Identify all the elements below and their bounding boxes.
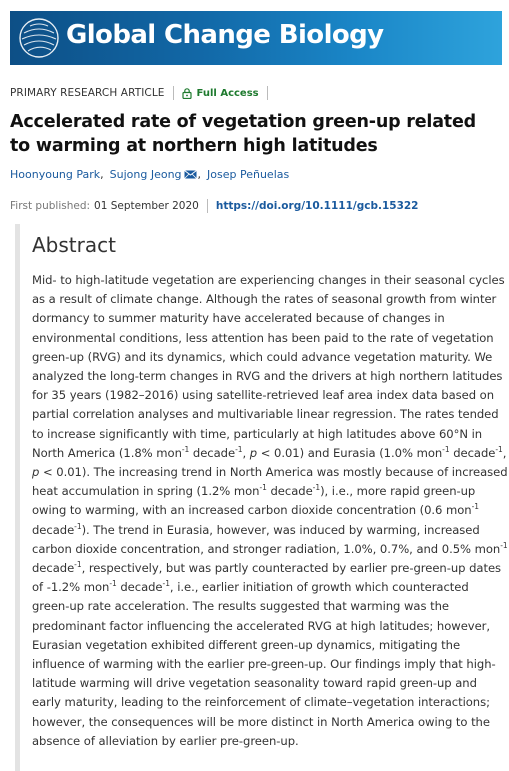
- divider: [173, 86, 174, 100]
- abstract-text-segment: decade: [266, 484, 313, 499]
- abstract-text-segment: , i.e., earlier initiation of growth which counteracted green-up rate acceleration. The results suggested that warming was the predominant factor influencing the accelerated RVG at high latitudes; however, Eurasian vegetation exhibited different green-up dynamics, mitigating the influence of warming with the earlier pre-green-up. Our findings imply that high-latitude warming will drive vegetation seasonality toward rapid green-up and early maturity, leading to the reinforcement of climate–vegetation interactions; however, the consequences will be more distinct in North America owing to the absence of alleviation by earlier pre-green-up.: [32, 580, 496, 748]
- journal-title: Global Change Biology: [66, 20, 384, 50]
- divider: [267, 86, 268, 100]
- article-type: PRIMARY RESEARCH ARTICLE: [10, 87, 165, 99]
- mail-icon[interactable]: [184, 170, 197, 179]
- globe-logo-icon: [18, 17, 60, 59]
- superscript: -1: [312, 483, 321, 493]
- access-badge: [182, 88, 259, 99]
- article-meta-row: [10, 85, 276, 101]
- abstract-text-segment: < 0.01) and Eurasia (1.0% mon: [257, 445, 443, 460]
- superscript: -1: [74, 521, 82, 531]
- first-published-label: First published:: [10, 200, 91, 212]
- author-link[interactable]: Sujong Jeong: [109, 168, 182, 181]
- abstract-text-segment: decade: [189, 445, 236, 460]
- superscript: -1: [500, 540, 508, 550]
- superscript: -1: [74, 560, 82, 570]
- publication-info: [10, 199, 419, 213]
- italic-p: p: [249, 445, 258, 460]
- article-title: Accelerated rate of vegetation green-up related to warming at northern high latitudes: [10, 112, 476, 156]
- abstract-section: [15, 224, 509, 771]
- author-link[interactable]: Hoonyoung Park: [10, 168, 101, 181]
- abstract-text-segment: ,: [502, 445, 507, 460]
- superscript: -1: [109, 579, 117, 589]
- divider: [207, 199, 208, 213]
- abstract-heading: Abstract: [32, 233, 116, 257]
- abstract-text-segment: decade: [32, 522, 75, 537]
- first-published-date: 01 September 2020: [94, 200, 199, 212]
- abstract-text-segment: , respectively, but was partly counteracted by earlier pre-green-up dates of -1.2% mon: [32, 561, 502, 595]
- author-separator: ,: [197, 168, 202, 181]
- superscript: -1: [235, 444, 243, 454]
- superscript: -1: [495, 444, 503, 454]
- abstract-text-segment: ,: [242, 445, 250, 460]
- italic-p: p: [32, 465, 40, 480]
- author-link[interactable]: Josep Peñuelas: [207, 168, 290, 181]
- abstract-text-segment: < 0.01). The increasing trend in North America was mostly because of increased heat accumulation in spring (1.2% mon: [32, 465, 508, 499]
- superscript: -1: [162, 579, 170, 589]
- abstract-text-segment: decade: [449, 445, 496, 460]
- doi-link[interactable]: https://doi.org/10.1111/gcb.15322: [215, 200, 419, 212]
- author-separator: ,: [100, 168, 104, 181]
- author-list: [10, 168, 289, 181]
- abstract-text-segment: decade: [116, 580, 163, 595]
- superscript: -1: [471, 502, 479, 512]
- superscript: -1: [442, 444, 450, 454]
- journal-banner[interactable]: [10, 11, 502, 65]
- lock-icon: [182, 88, 192, 99]
- access-label: Full Access: [196, 87, 259, 99]
- superscript: -1: [259, 483, 267, 493]
- abstract-text-segment: Mid- to high-latitude vegetation are experiencing changes in their seasonal cycles as a result of climate change. Although the rates of seasonal growth from winter dormancy to summer maturity have accelerated because of changes in environmental conditions, less attention has been paid to the rate of vegetation green-up (RVG) and its dynamics, which could advance vegetation maturity. We analyzed the long-term changes in RVG and the drivers at high northern latitudes for 35 years (1982–2016) using satellite-retrieved leaf area index data based on partial correlation analyses and multivariable linear regression. The rates tended to increase significantly with time, particularly at high latitudes above 60°N in North America (1.8% mon: [32, 273, 505, 460]
- abstract-text-segment: ), i.e., more rapid green-up owing to warming, with an increased carbon dioxide concentration (0.6 mon: [32, 484, 476, 518]
- abstract-text-segment: ). The trend in Eurasia, however, was induced by warming, increased carbon dioxide concentration, and stronger radiation, 1.0%, 0.7%, and 0.5% mon: [32, 522, 501, 556]
- abstract-text: [32, 271, 509, 751]
- abstract-text-segment: decade: [32, 561, 75, 576]
- superscript: -1: [181, 444, 190, 454]
